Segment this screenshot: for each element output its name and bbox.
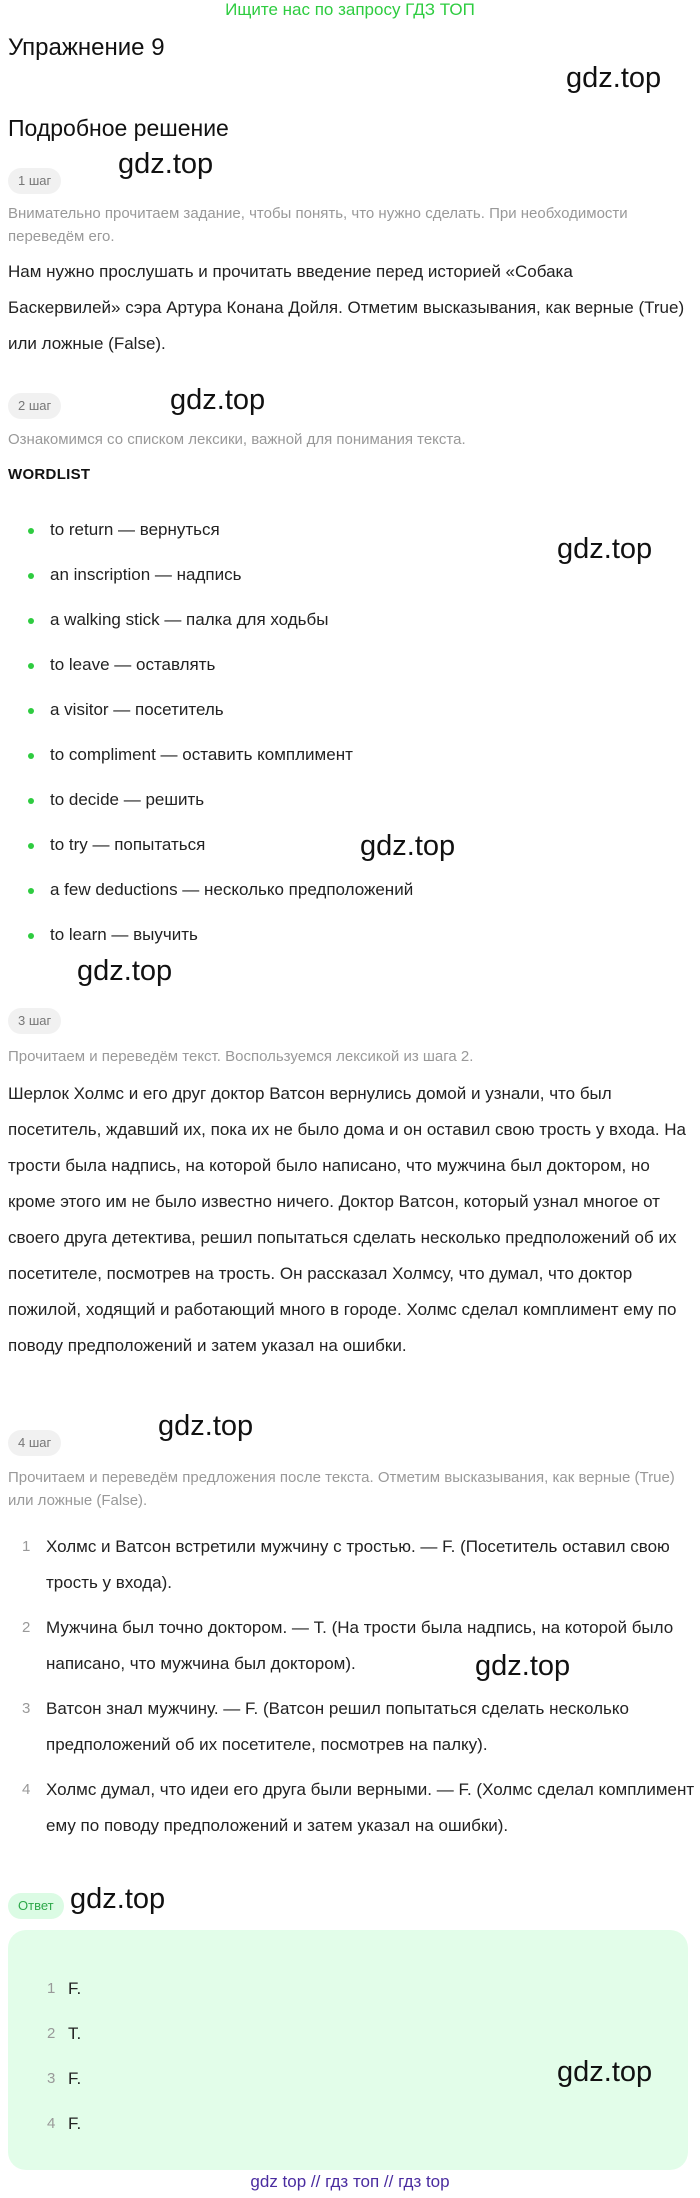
watermark: gdz.top	[566, 62, 662, 94]
bullet-icon	[28, 933, 34, 939]
answer-value: F.	[68, 2114, 82, 2133]
step-1-hint: Внимательно прочитаем задание, чтобы понять, что нужно сделать. При необходимости переведём его.	[8, 205, 628, 245]
page-title: Упражнение 9	[8, 34, 165, 61]
list-number: 4	[22, 1781, 31, 1798]
bullet-icon	[28, 888, 34, 894]
watermark: gdz.top	[557, 533, 653, 565]
bullet-icon	[28, 573, 34, 579]
top-banner[interactable]: Ищите нас по запросу ГДЗ ТОП	[225, 0, 475, 19]
watermark: gdz.top	[360, 830, 456, 862]
list-number: 3	[22, 1700, 31, 1717]
step-3-hint: Прочитаем и переведём текст. Воспользуемся лексикой из шага 2.	[8, 1048, 474, 1065]
list-item: Холмс и Ватсон встретили мужчину с тростью. — F. (Посетитель оставил свою трость у входа).	[46, 1537, 670, 1592]
step-3-text: Шерлок Холмс и его друг доктор Ватсон вернулись домой и узнали, что был посетитель, ждавший их, пока их не было дома и он оставил свою трость у входа. На трости была надпись, на которой было написано, что мужчина был доктором, но кроме этого им не было известно ничего. Доктор Ватсон, который узнал многое от своего друга детектива, решил попытаться сделать несколько предположений об их посетителе, посмотрев на трость. Он рассказал Холмсу, что думал, что доктор пожилой, ходящий и работающий много в городе. Холмс сделал комплимент ему по поводу предположений и затем указал на ошибки.	[8, 1084, 687, 1355]
watermark: gdz.top	[77, 955, 173, 987]
list-item: Холмс думал, что идеи его друга были верными. — F. (Холмс сделал комплимент ему по поводу предположений и затем указал на ошибки).	[46, 1780, 695, 1835]
list-item: Ватсон знал мужчину. — F. (Ватсон решил попытаться сделать несколько предположений об их посетителе, посмотрев на палку).	[46, 1699, 629, 1754]
bullet-icon	[28, 663, 34, 669]
wordlist-title: WORDLIST	[8, 466, 91, 483]
footer-links[interactable]: gdz top // гдз топ // гдз top	[250, 2172, 450, 2191]
solution-title: Подробное решение	[8, 115, 229, 141]
list-number: 1	[22, 1538, 31, 1555]
watermark: gdz.top	[70, 1883, 166, 1915]
answer-number: 4	[47, 2115, 56, 2132]
step-badge-1: 1 шаг	[8, 168, 61, 194]
watermark: gdz.top	[170, 384, 266, 416]
answer-value: F.	[68, 2069, 82, 2088]
answer-badge: Ответ	[8, 1893, 64, 1919]
answer-number: 3	[47, 2070, 56, 2087]
bullet-icon	[28, 753, 34, 759]
bullet-icon	[28, 708, 34, 714]
list-number: 2	[22, 1619, 31, 1636]
bullet-icon	[28, 798, 34, 804]
watermark: gdz.top	[158, 1410, 254, 1442]
list-item: Мужчина был точно доктором. — T. (На трости была надпись, на которой было написано, что мужчина был доктором).	[46, 1618, 674, 1673]
bullet-icon	[28, 528, 34, 534]
step-badge-4: 4 шаг	[8, 1430, 61, 1456]
step-badge-3: 3 шаг	[8, 1008, 61, 1034]
answer-number: 2	[47, 2025, 56, 2042]
step-badge-2: 2 шаг	[8, 393, 61, 419]
answer-value: T.	[68, 2024, 82, 2043]
watermark: gdz.top	[475, 1650, 571, 1682]
step-4-hint: Прочитаем и переведём предложения после текста. Отметим высказывания, как верные (True) или ложные (False).	[8, 1469, 675, 1509]
watermark: gdz.top	[557, 2056, 653, 2088]
bullet-icon	[28, 843, 34, 849]
answer-box	[8, 1930, 688, 2170]
bullet-icon	[28, 618, 34, 624]
watermark: gdz.top	[118, 148, 214, 180]
step-2-hint: Ознакомимся со списком лексики, важной для понимания текста.	[8, 431, 466, 448]
answer-number: 1	[47, 1980, 56, 1997]
answer-value: F.	[68, 1979, 82, 1998]
step-1-text: Нам нужно прослушать и прочитать введение перед историей «Собака Баскервилей» сэра Артура Конана Дойля. Отметим высказывания, как верные (True) или ложные (False).	[8, 262, 685, 353]
